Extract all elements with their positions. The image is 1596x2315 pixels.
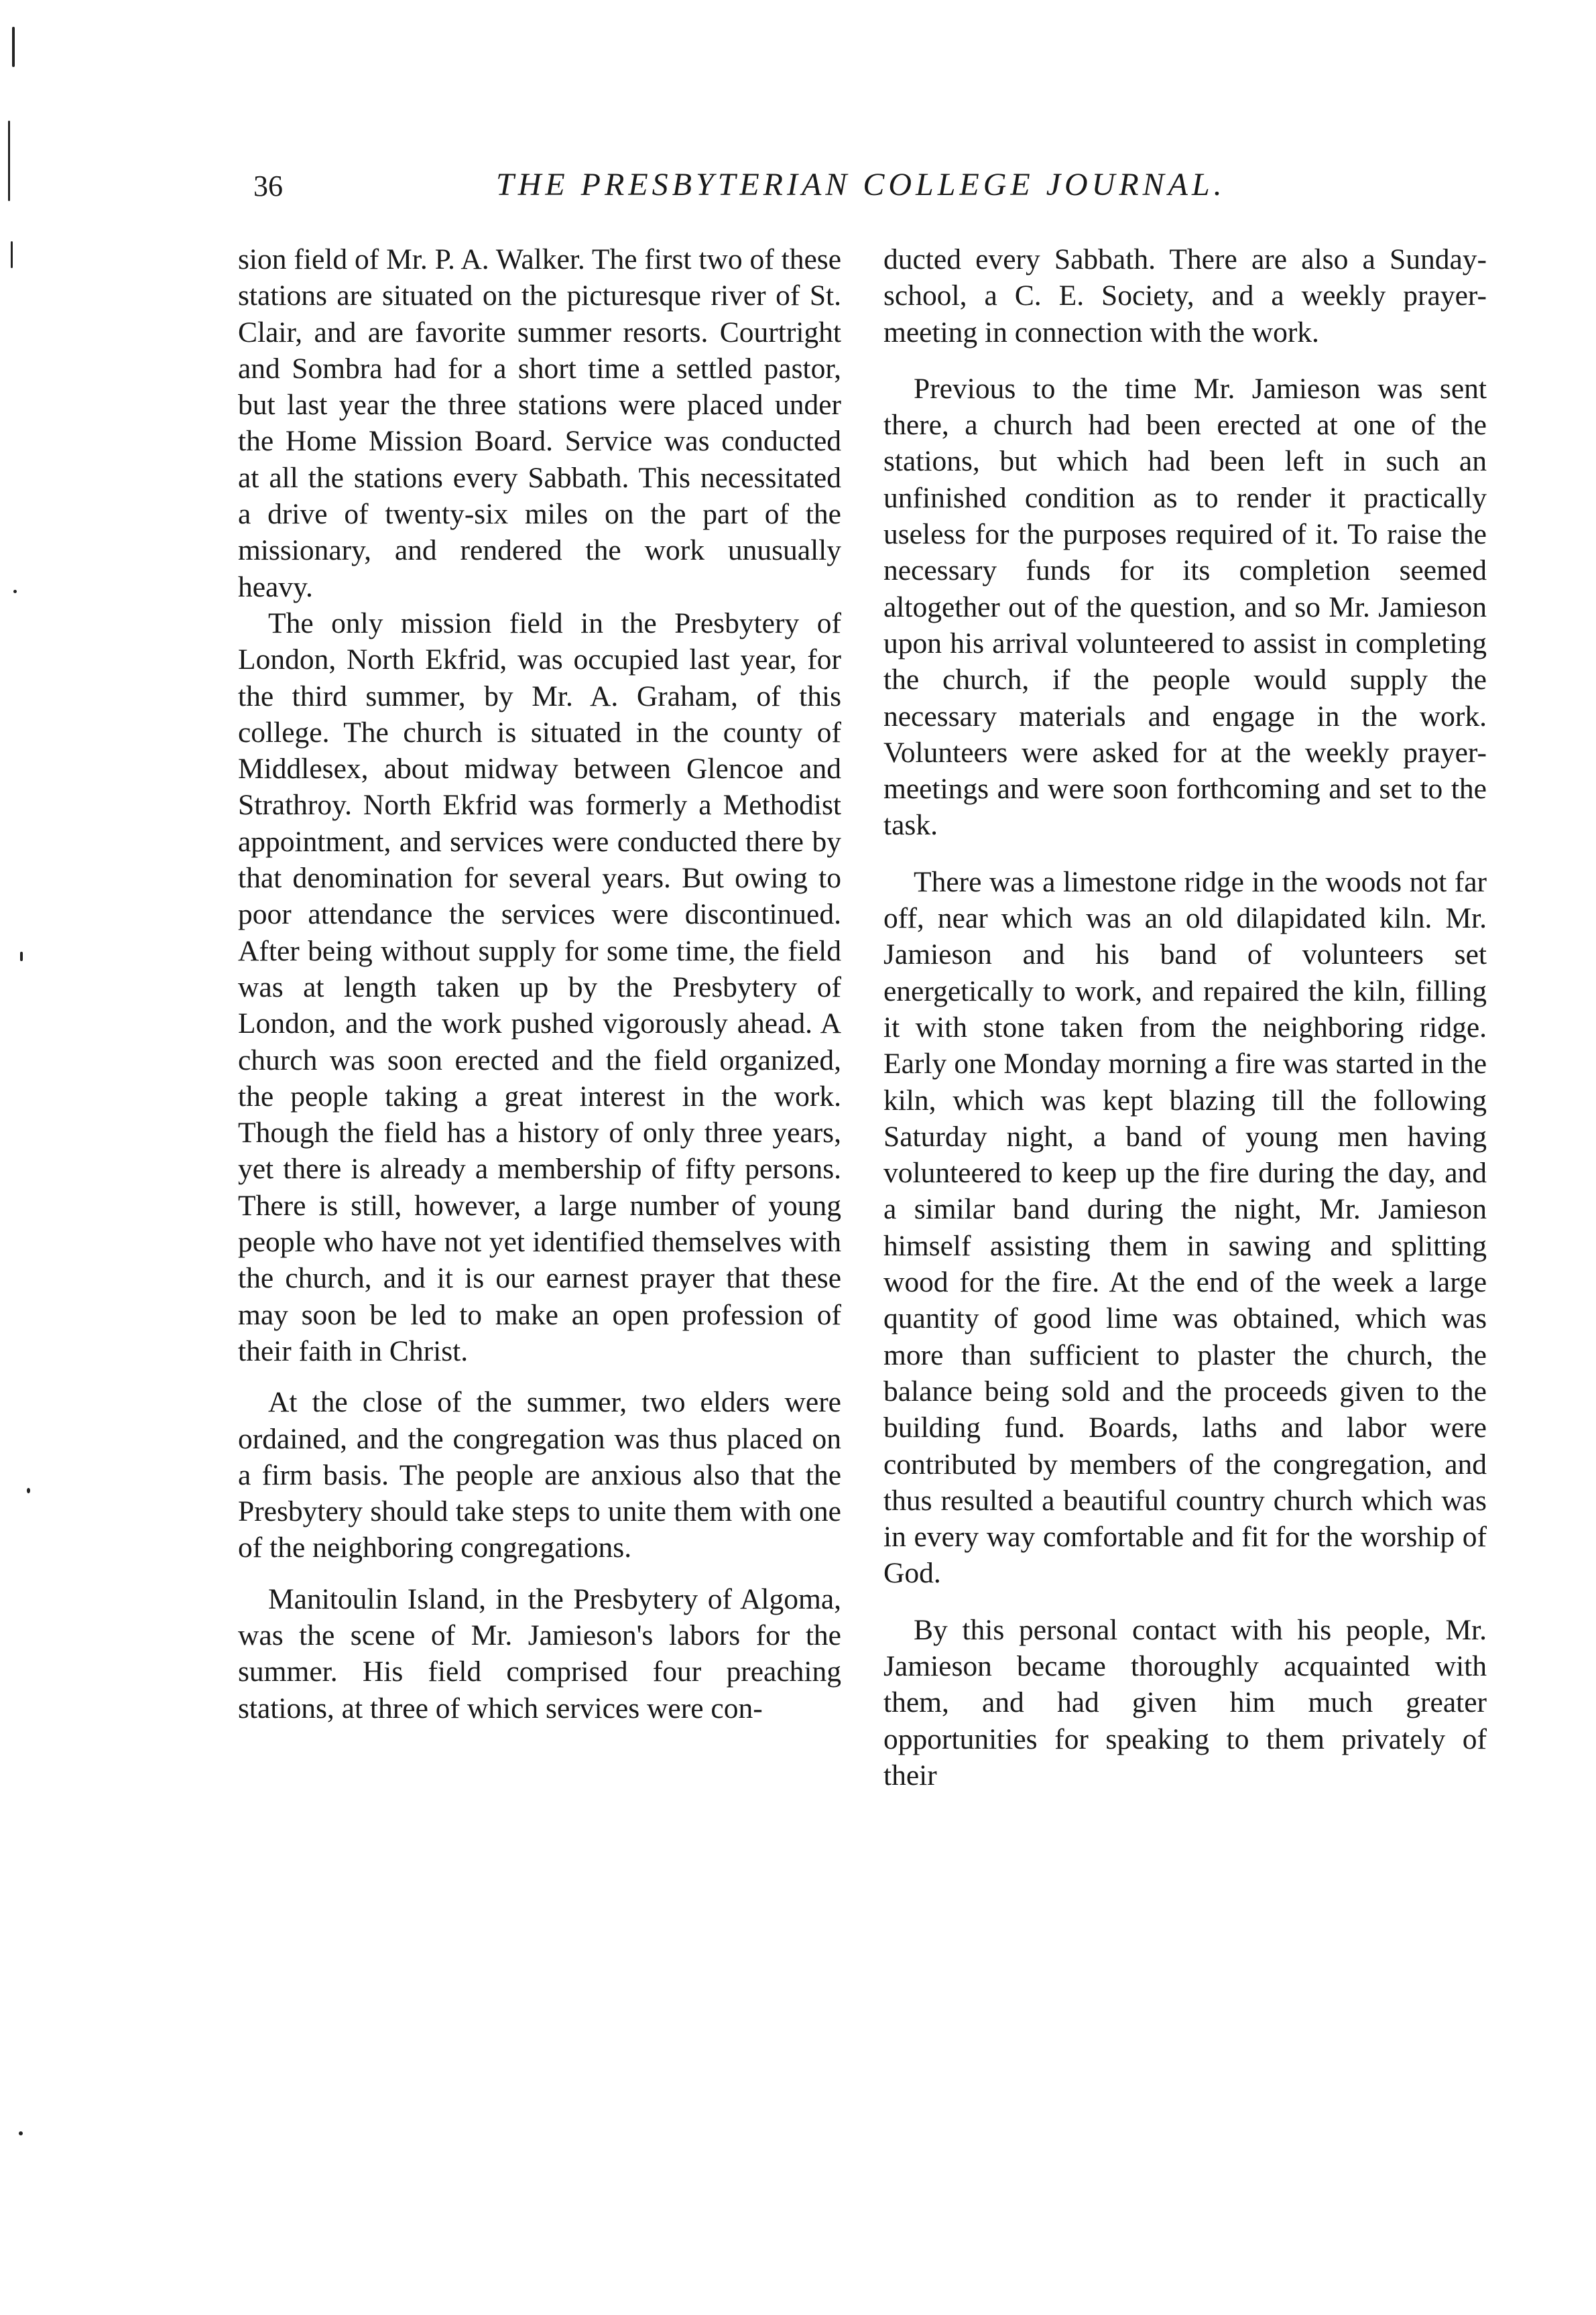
paragraph: There was a limestone ridge in the woods not far off, near which was an old dilapidated kiln. Mr. Jamieson and his band of volunteers set energetically to work, and repaired the kiln, filling it with stone taken from the neighboring ridge. Early one Monday morning a fire was started in the kiln, which was kept blazing till the following Saturday night, a band of young men having volunteered to keep up the fire during the day, and a similar band during the night, Mr. Jamieson himself assisting them in sawing and splitting wood for the fire. At the end of the week a large quantity of good lime was obtained, which was more than sufficient to plaster the church, the balance being sold and the proceeds given to the building fund. Boards, laths and labor were contributed by members of the congregation, and thus resulted a beautiful country church which was in every way comfortable and fit for the worship of God.	[883, 865, 1487, 1590]
paragraph: Previous to the time Mr. Jamieson was sent there, a church had been erected at one of the stations, but which had been left in such an unfinished condition as to render it practically useless for the purposes required of it. To raise the necessary funds for its completion seemed altogether out of the question, and so Mr. Jamieson upon his arrival volunteered to assist in completing the church, if the people would supply the necessary materials and engage in the work. Volunteers were asked for at the weekly prayer-meetings and were soon forthcoming and set to the task.	[883, 372, 1487, 842]
paragraph: sion field of Mr. P. A. Walker. The first two of these stations are situated on the picturesque river of St. Clair, and are favorite summer resorts. Courtright and Sombra had for a short time a settled pastor, but last year the three stations were placed under the Home Mission Board. Service was conducted at all the stations every Sabbath. This necessitated a drive of twenty-six miles on the part of the missionary, and rendered the work unusually heavy.	[238, 243, 841, 603]
paragraph: By this personal contact with his people, Mr. Jamieson became thoroughly acquainted with them, and had given him much greater opportunities for speaking to them privately of their	[883, 1613, 1487, 1792]
running-title: THE PRESBYTERIAN COLLEGE JOURNAL.	[496, 167, 1226, 202]
scan-speck	[19, 2131, 23, 2135]
paragraph: Manitoulin Island, in the Presbytery of Algoma, was the scene of Mr. Jamieson's labors for the summer. His field comprised four preaching stations, at three of which services were con-	[238, 1582, 841, 1725]
scan-speck	[13, 590, 17, 593]
scan-speck	[12, 27, 15, 67]
scan-margin-marks	[0, 0, 40, 2315]
paragraph: ducted every Sabbath. There are also a Sunday-school, a C. E. Society, and a weekly prayer-meeting in connection with the work.	[883, 243, 1487, 349]
scan-speck	[20, 952, 23, 961]
paragraph: The only mission field in the Presbytery of London, North Ekfrid, was occupied last year, for the third summer, by Mr. A. Graham, of this college. The church is situated in the county of Middlesex, about midway between Glencoe and Strathroy. North Ekfrid was formerly a Methodist appointment, and services were conducted there by that denomination for several years. But owing to poor attendance the services were discontinued. After being without supply for some time, the field was at length taken up by the Presbytery of London, and the work pushed vigorously ahead. A church was soon erected and the field organized, the people taking a great interest in the work. Though the field has a history of only three years, yet there is already a membership of fifty persons. There is still, however, a large number of young people who have not yet identified themselves with the church, and it is our earnest prayer that these may soon be led to make an open profession of their faith in Christ.	[238, 607, 841, 1367]
page-number: 36	[253, 170, 283, 202]
paragraph: At the close of the summer, two elders were ordained, and the congregation was thus placed on a firm basis. The people are anxious also that the Presbytery should take steps to unite them with one of the neighboring congregations.	[238, 1386, 841, 1564]
scan-speck	[27, 1488, 30, 1493]
scan-speck	[8, 121, 10, 201]
right-column	[883, 241, 1487, 1794]
scan-speck	[11, 241, 13, 268]
left-column	[238, 241, 841, 1727]
